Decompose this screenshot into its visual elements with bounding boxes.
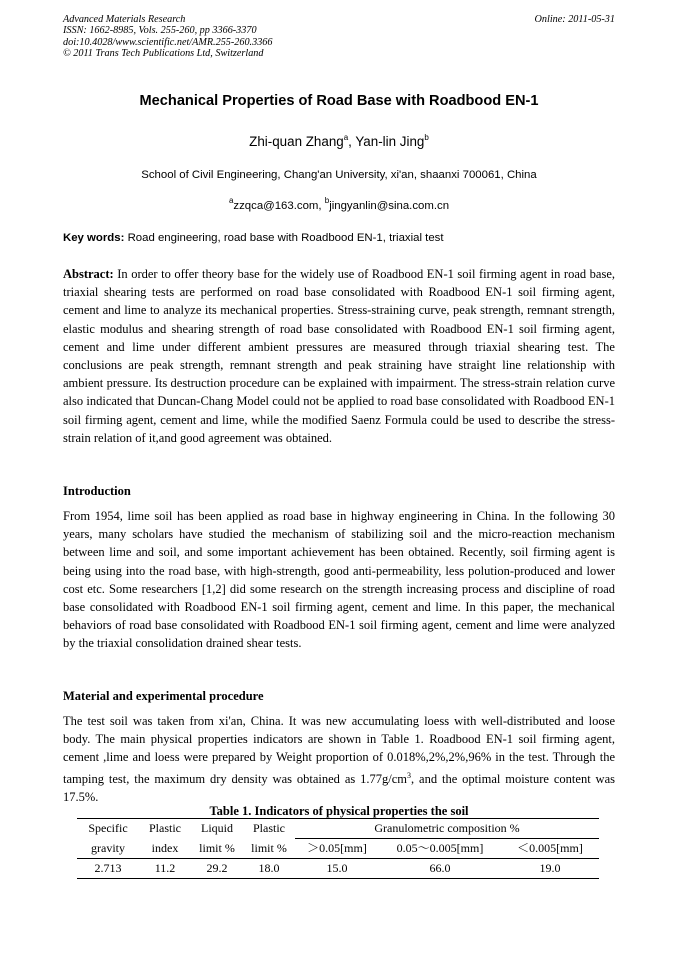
keywords bbox=[63, 232, 615, 244]
table-row bbox=[77, 859, 599, 879]
th-gravity: gravity bbox=[77, 839, 139, 859]
cubic-superscript: 3 bbox=[407, 770, 412, 780]
email-2-marker: b bbox=[324, 196, 330, 205]
keywords-text: Road engineering, road base with Roadbood EN-1, triaxial test bbox=[127, 232, 444, 244]
materials-text-2: , and the optimal moisture content was 17.5%. bbox=[63, 771, 616, 804]
doi-line: doi:10.4028/www.scientific.net/AMR.255-260.3366 bbox=[63, 36, 273, 48]
email-1-marker: a bbox=[228, 196, 234, 205]
th-granulometric: Granulometric composition % bbox=[295, 819, 599, 839]
table-header-row-2 bbox=[77, 839, 599, 859]
table-header-row-1 bbox=[77, 819, 599, 839]
td-gran-medium: 66.0 bbox=[379, 859, 501, 879]
email-line bbox=[0, 196, 678, 212]
author-2-marker: b bbox=[424, 133, 429, 142]
author-separator: , bbox=[348, 134, 356, 149]
table-caption: Table 1. Indicators of physical properties the soil bbox=[209, 804, 469, 818]
th-liquid-limit: limit % bbox=[191, 839, 243, 859]
td-gran-fine: 19.0 bbox=[501, 859, 599, 879]
th-gran-coarse: ＞0.05[mm] bbox=[295, 839, 379, 859]
journal-name: Advanced Materials Research bbox=[63, 14, 186, 25]
th-specific: Specific bbox=[77, 819, 139, 839]
author-1: Zhi-quan Zhang bbox=[249, 134, 344, 149]
affiliation: School of Civil Engineering, Chang'an University, xi'an, shaanxi 700061, China bbox=[141, 169, 537, 181]
materials-text-1: The test soil was taken from xi'an, China. It was new accumulating loess with well-distributed and loose body. The main physical properties indicators are shown in Table 1. Roadbood EN-1 soil firming agent, cement ,lime and loess were prepared by Weight proportion of 0.018%,2%,2%,96% in the test. Through the tamping test, the maximum dry density was obtained as 1.77g/cm bbox=[63, 714, 615, 786]
td-plastic-limit: 18.0 bbox=[243, 859, 295, 879]
abstract bbox=[63, 265, 615, 447]
email-1: zzqca@163.com, bbox=[233, 200, 322, 212]
copyright-line: © 2011 Trans Tech Publications Ltd, Switzerland bbox=[63, 47, 264, 59]
abstract-text: In order to offer theory base for the widely use of Roadbood EN-1 soil firming agent in road base, triaxial shearing tests are performed on road base consolidated with Roadbood EN-1 soil firming agent, cement and lime to analyze its mechanical properties. Stress-straining curve, peak strength, remnant strength, elastic modulus and shearing strength of road base consolidated with Roadbood EN-1 soil firming agent, cement and lime under different ambient pressures are measured through triaxial shearing test. The conclusions are peak strength, remnant strength and peak straining have straight line relationship with ambient pressure. Its destruction procedure can be explained with impairment. The stress-strain relation curve also indicated that Duncan-Chang Model could not be applied to road base consolidated with Roadbood EN-1 soil firming agent, cement and lime, while the modified Saenz Formula could be used to describe the stress-strain relation of it,and good agreement was obtained. bbox=[63, 267, 615, 445]
email-2: jingyanlin@sina.com.cn bbox=[329, 200, 450, 212]
author-line bbox=[0, 133, 678, 149]
th-gran-fine: ＜0.005[mm] bbox=[501, 839, 599, 859]
abstract-label: Abstract: bbox=[63, 267, 114, 281]
td-specific-gravity: 2.713 bbox=[77, 859, 139, 879]
author-2: Yan-lin Jing bbox=[355, 134, 425, 149]
th-plastic-1: Plastic bbox=[139, 819, 191, 839]
online-date: Online: 2011-05-31 bbox=[534, 14, 615, 25]
td-liquid-limit: 29.2 bbox=[191, 859, 243, 879]
materials-heading: Material and experimental procedure bbox=[63, 689, 264, 703]
journal-header bbox=[63, 14, 615, 59]
keywords-label: Key words: bbox=[63, 232, 125, 244]
issn-line: ISSN: 1662-8985, Vols. 255-260, pp 3366-3370 bbox=[63, 25, 257, 37]
th-gran-medium: 0.05～0.005[mm] bbox=[379, 839, 501, 859]
td-gran-coarse: 15.0 bbox=[295, 859, 379, 879]
materials-text bbox=[63, 712, 615, 806]
introduction-text: From 1954, lime soil has been applied as road base in highway engineering in China. In the following 30 years, many scholars have studied the mechanism of stabilizing soil and the micro-reaction mechanism between lime and soil, and some important achievement has been obtained. Recently, soil firming agent is being using into the road base, with high-strength, good anti-permeability, less polution-produced and lower cost etc. Some researchers [1,2] did some research on the strength increasing process and discipline of road base consolidated with Roadbood EN-1 soil firming agent, cement and lime. In this paper, the mechanical behaviors of road base consolidated with Roadbood EN-1 soil firming agent, cement and lime were analyzed by the triaxial consolidation drained shear tests. bbox=[63, 509, 615, 651]
paper-title: Mechanical Properties of Road Base with Roadbood EN-1 bbox=[139, 93, 539, 109]
td-plastic-index: 11.2 bbox=[139, 859, 191, 879]
th-index: index bbox=[139, 839, 191, 859]
physical-properties-table bbox=[77, 818, 599, 879]
th-plastic-2: Plastic bbox=[243, 819, 295, 839]
author-1-marker: a bbox=[343, 133, 349, 142]
introduction-heading: Introduction bbox=[63, 484, 131, 498]
th-plastic-limit: limit % bbox=[243, 839, 295, 859]
th-liquid: Liquid bbox=[191, 819, 243, 839]
